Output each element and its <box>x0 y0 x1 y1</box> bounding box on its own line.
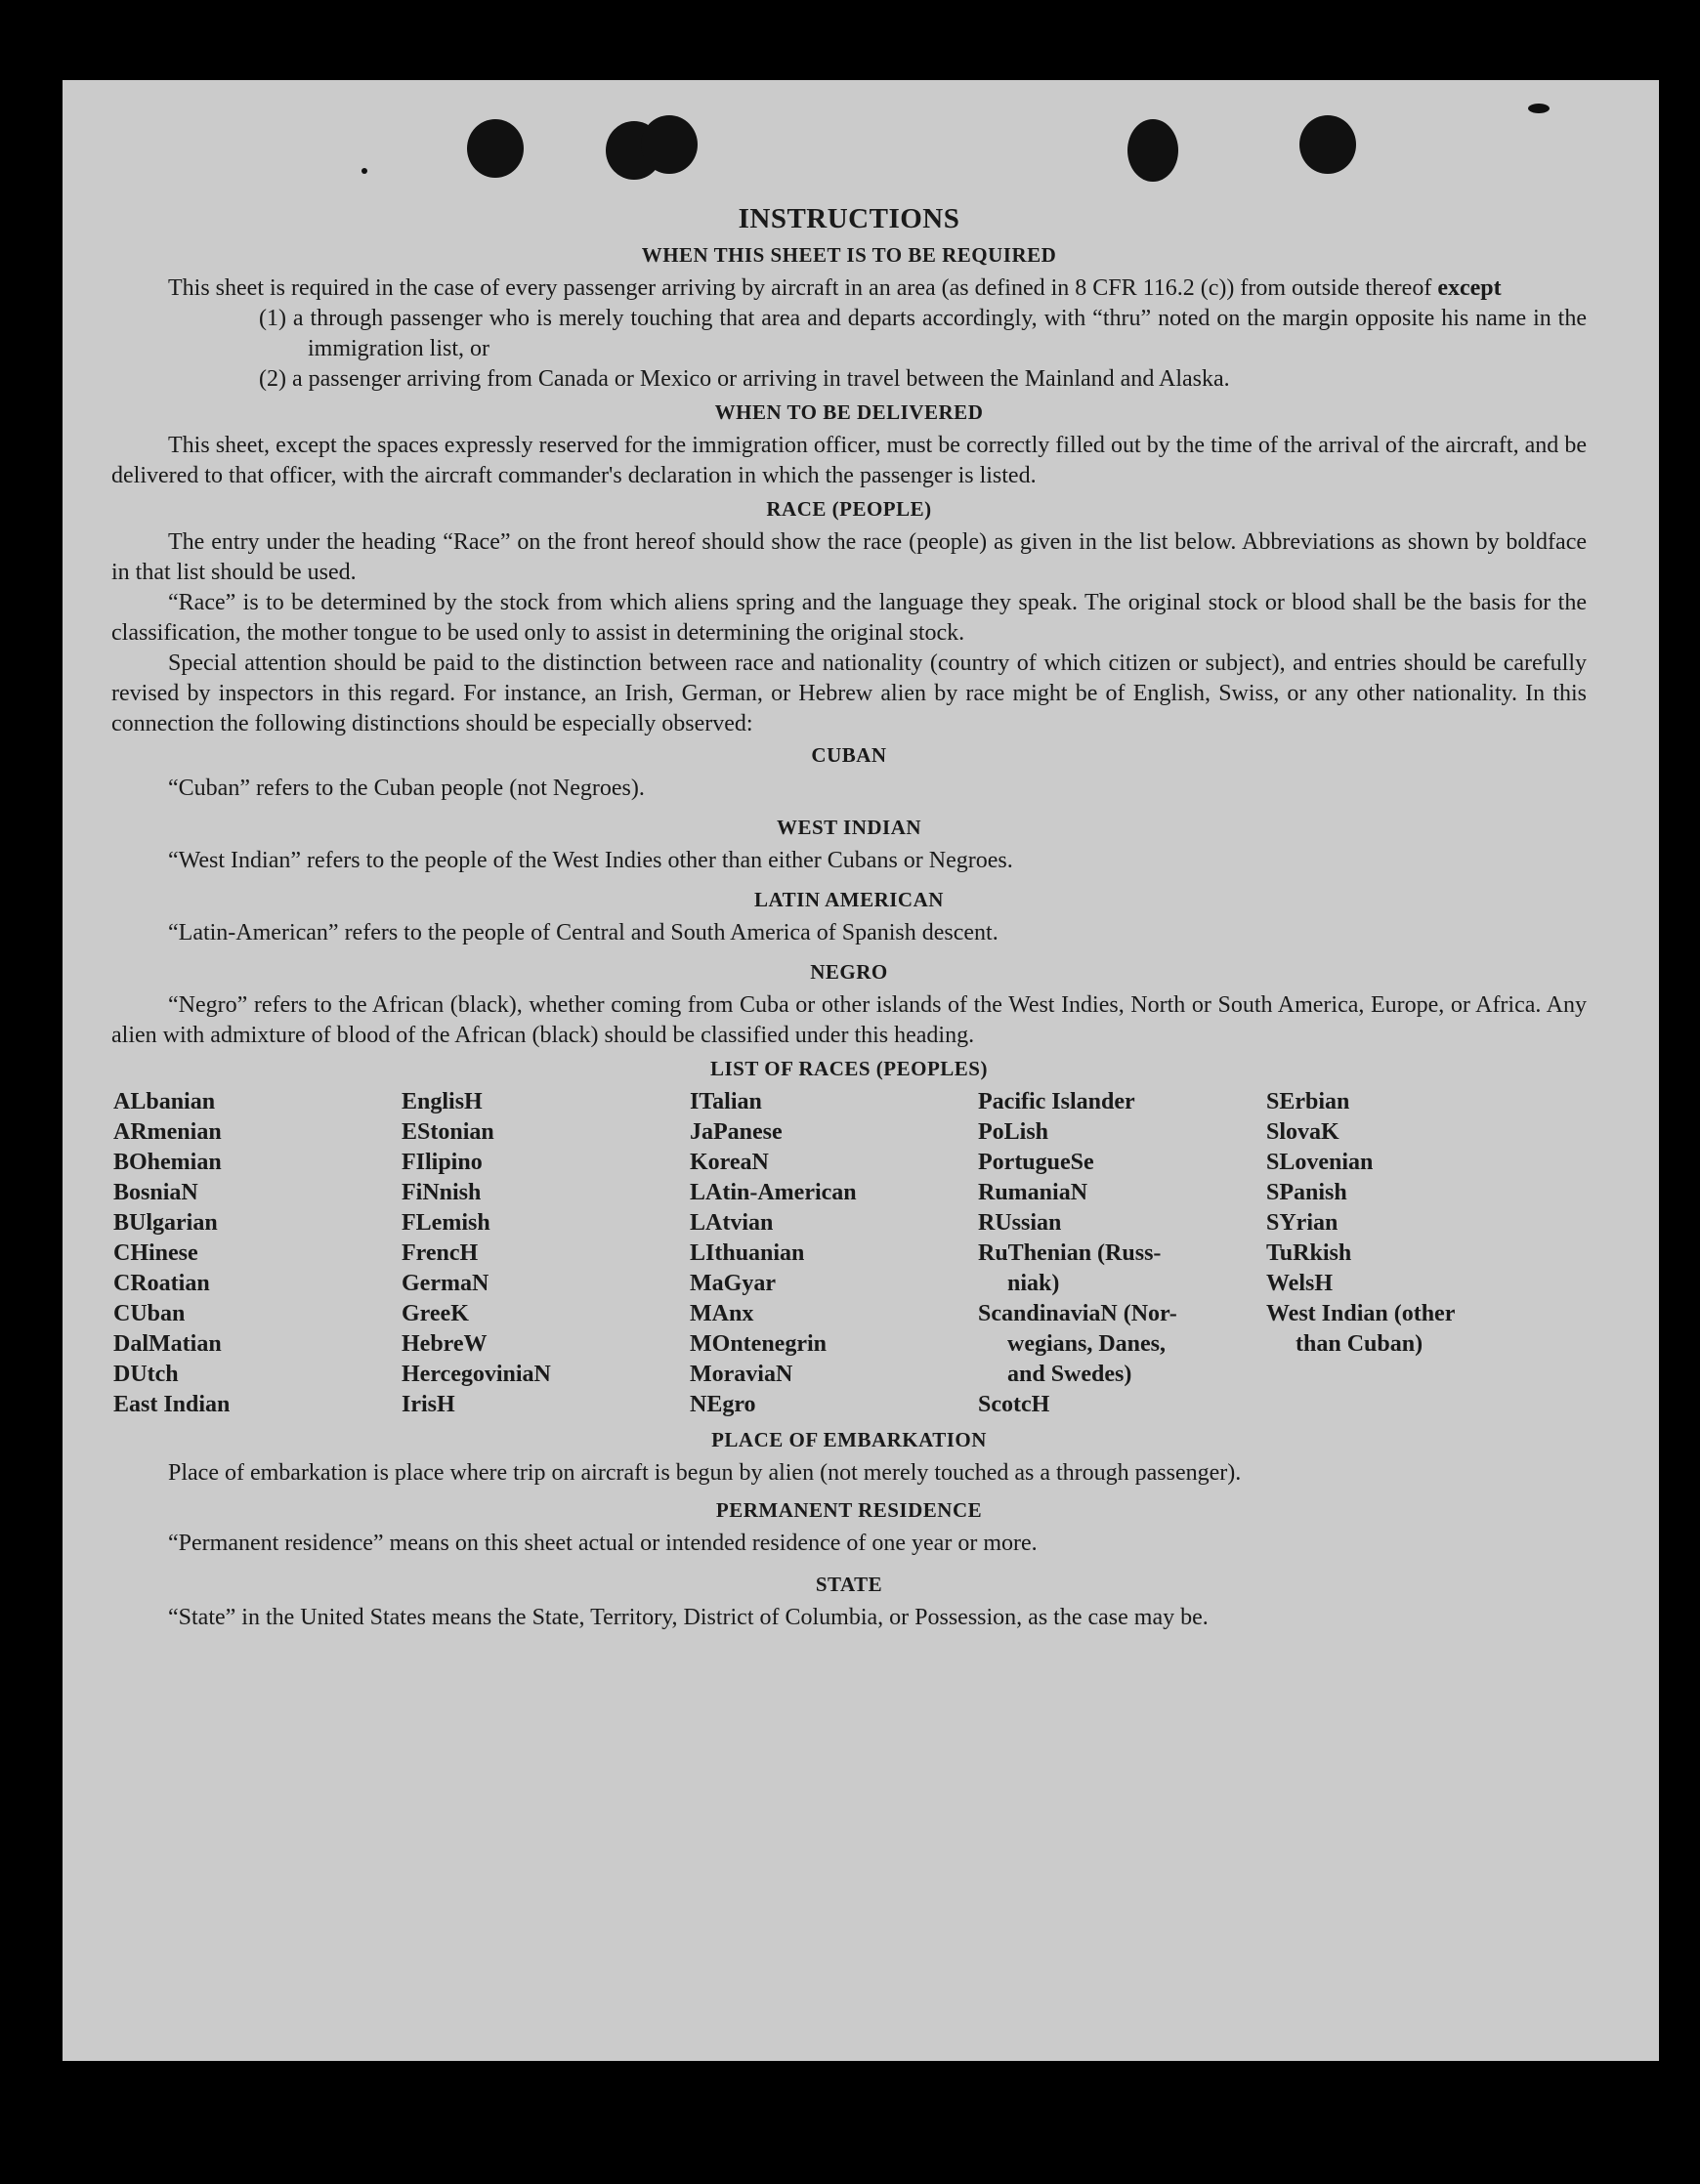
race-entry: KoreaN <box>690 1150 769 1175</box>
race-entry: PoLish <box>978 1119 1049 1145</box>
race-entry-continued: and Swedes) <box>1007 1362 1132 1387</box>
races-column-3 <box>690 1087 978 1420</box>
punch-hole <box>467 119 524 178</box>
race-entry: LIthuanian <box>690 1240 805 1266</box>
latin-american-text: “Latin-American” refers to the people of Central and South America of Spanish descent. <box>168 920 999 945</box>
race-entry: TuRkish <box>1266 1240 1352 1266</box>
race-entry: IrisH <box>402 1392 455 1417</box>
race-entry: West Indian (other <box>1266 1301 1456 1326</box>
race-entry-continued: wegians, Danes, <box>1007 1331 1167 1357</box>
race-entry: SlovaK <box>1266 1119 1339 1145</box>
ink-speck <box>361 168 367 174</box>
race-entry: JaPanese <box>690 1119 783 1145</box>
race-entry: ALbanian <box>113 1089 216 1114</box>
cuban-text: “Cuban” refers to the Cuban people (not Negroes). <box>168 776 645 801</box>
section-title-delivered: WHEN TO BE DELIVERED <box>714 400 984 424</box>
state-text: “State” in the United States means the State, Territory, District of Columbia, or Possession, as the case may be. <box>168 1605 1209 1630</box>
section-title-embarkation: PLACE OF EMBARKATION <box>711 1428 987 1451</box>
race-entry: ARmenian <box>113 1119 222 1145</box>
race-entry: RumaniaN <box>978 1180 1088 1205</box>
race-entry: BosniaN <box>113 1180 198 1205</box>
race-entry: East Indian <box>113 1392 231 1417</box>
race-entry: ScandinaviaN (Nor- <box>978 1301 1177 1326</box>
race-entry: SLovenian <box>1266 1150 1374 1175</box>
required-intro: This sheet is required in the case of every passenger arriving by aircraft in an area (as defined in 8 CFR 116.2 (c)) from outside thereof except <box>168 275 1502 301</box>
race-entry: BUlgarian <box>113 1210 218 1236</box>
race-entry: Pacific Islander <box>978 1089 1135 1114</box>
race-entry: GreeK <box>402 1301 469 1326</box>
section-title-latin-american: LATIN AMERICAN <box>754 888 944 911</box>
race-entry: SPanish <box>1266 1180 1347 1205</box>
race-entry: LAtin-American <box>690 1180 857 1205</box>
race-entry: RuThenian (Russ- <box>978 1240 1162 1266</box>
race-entry: DalMatian <box>113 1331 222 1357</box>
races-table <box>113 1087 1587 1420</box>
section-title-cuban: CUBAN <box>811 743 887 767</box>
section-title-negro: NEGRO <box>810 960 888 984</box>
race-entry: LAtvian <box>690 1210 774 1236</box>
section-title-state: STATE <box>815 1573 883 1596</box>
document-sheet <box>63 80 1659 2061</box>
section-title-race: RACE (PEOPLE) <box>766 497 932 521</box>
page-title: INSTRUCTIONS <box>738 203 960 234</box>
race-entry: MaGyar <box>690 1271 776 1296</box>
race-entry: DUtch <box>113 1362 179 1387</box>
embarkation-text: Place of embarkation is place where trip on aircraft is begun by alien (not merely touched as a through passenger). <box>168 1460 1242 1486</box>
race-entry: MAnx <box>690 1301 754 1326</box>
punch-hole <box>1127 119 1178 182</box>
section-title-required: WHEN THIS SHEET IS TO BE REQUIRED <box>641 243 1057 267</box>
race-entry: CUban <box>113 1301 186 1326</box>
race-entry: FrencH <box>402 1240 479 1266</box>
races-column-1 <box>113 1087 402 1420</box>
race-entry: EnglisH <box>402 1089 483 1114</box>
races-column-5 <box>1266 1087 1589 1420</box>
race-entry-continued: than Cuban) <box>1296 1331 1424 1357</box>
race-entry: NEgro <box>690 1392 756 1417</box>
section-title-residence: PERMANENT RESIDENCE <box>715 1498 983 1522</box>
delivered-text: This sheet, except the spaces expressly reserved for the immigration officer, must be correctly filled out by the time of the arrival of the aircraft, and be delivered to that officer, with the aircraft commander's declaration in which the passenger is listed. <box>111 433 1587 488</box>
races-column-2 <box>402 1087 690 1420</box>
race-entry: CHinese <box>113 1240 198 1266</box>
race-entry: EStonian <box>402 1119 494 1145</box>
race-entry: ScotcH <box>978 1392 1050 1417</box>
race-entry: CRoatian <box>113 1271 210 1296</box>
race-entry: FiNnish <box>402 1180 482 1205</box>
race-entry: BOhemian <box>113 1150 222 1175</box>
section-title-list-of-races: LIST OF RACES (PEOPLES) <box>710 1057 988 1080</box>
race-entry: MoraviaN <box>690 1362 793 1387</box>
races-column-4 <box>978 1087 1266 1420</box>
exception-item-1: (1) a through passenger who is merely touching that area and departs accordingly, with “thru” noted on the margin opposite his name in the immigration list, or <box>259 306 1587 361</box>
race-entry: SYrian <box>1266 1210 1339 1236</box>
race-paragraph-3: Special attention should be paid to the distinction between race and nationality (country of which citizen or subject), and entries should be carefully revised by inspectors in this regard. For instance, an Irish, German, or Hebrew alien by race might be of English, Swiss, or any other nationality. In this connection the following distinctions should be especially observed: <box>111 651 1587 736</box>
punch-hole <box>1299 115 1356 174</box>
ink-speck <box>1528 104 1550 113</box>
west-indian-text: “West Indian” refers to the people of the West Indies other than either Cubans or Negroes. <box>168 848 1013 873</box>
race-entry: WelsH <box>1266 1271 1334 1296</box>
race-entry: FLemish <box>402 1210 490 1236</box>
exception-item-2: (2) a passenger arriving from Canada or Mexico or arriving in travel between the Mainland and Alaska. <box>259 366 1230 392</box>
residence-text: “Permanent residence” means on this sheet actual or intended residence of one year or more. <box>168 1531 1038 1556</box>
race-entry: SErbian <box>1266 1089 1350 1114</box>
race-entry: MOntenegrin <box>690 1331 827 1357</box>
race-entry: PortugueSe <box>978 1150 1094 1175</box>
race-entry: HebreW <box>402 1331 488 1357</box>
race-entry: FIlipino <box>402 1150 483 1175</box>
race-entry: RUssian <box>978 1210 1062 1236</box>
instructions-content <box>111 203 1587 1633</box>
race-entry: HercegoviniaN <box>402 1362 551 1387</box>
negro-text: “Negro” refers to the African (black), whether coming from Cuba or other islands of the West Indies, North or South America, Europe, or Africa. Any alien with admixture of blood of the African (black) should be classified under this heading. <box>111 992 1587 1048</box>
race-paragraph-2: “Race” is to be determined by the stock from which aliens spring and the language they speak. The original stock or blood shall be the basis for the classification, the mother tongue to be used only to assist in determining the original stock. <box>111 590 1587 646</box>
section-title-west-indian: WEST INDIAN <box>776 816 922 839</box>
race-paragraph-1: The entry under the heading “Race” on the front hereof should show the race (people) as given in the list below. Abbreviations as shown by boldface in that list should be used. <box>111 529 1587 585</box>
race-entry: GermaN <box>402 1271 489 1296</box>
race-entry-continued: niak) <box>1007 1271 1060 1296</box>
punch-hole <box>641 115 698 174</box>
race-entry: ITalian <box>690 1089 762 1114</box>
